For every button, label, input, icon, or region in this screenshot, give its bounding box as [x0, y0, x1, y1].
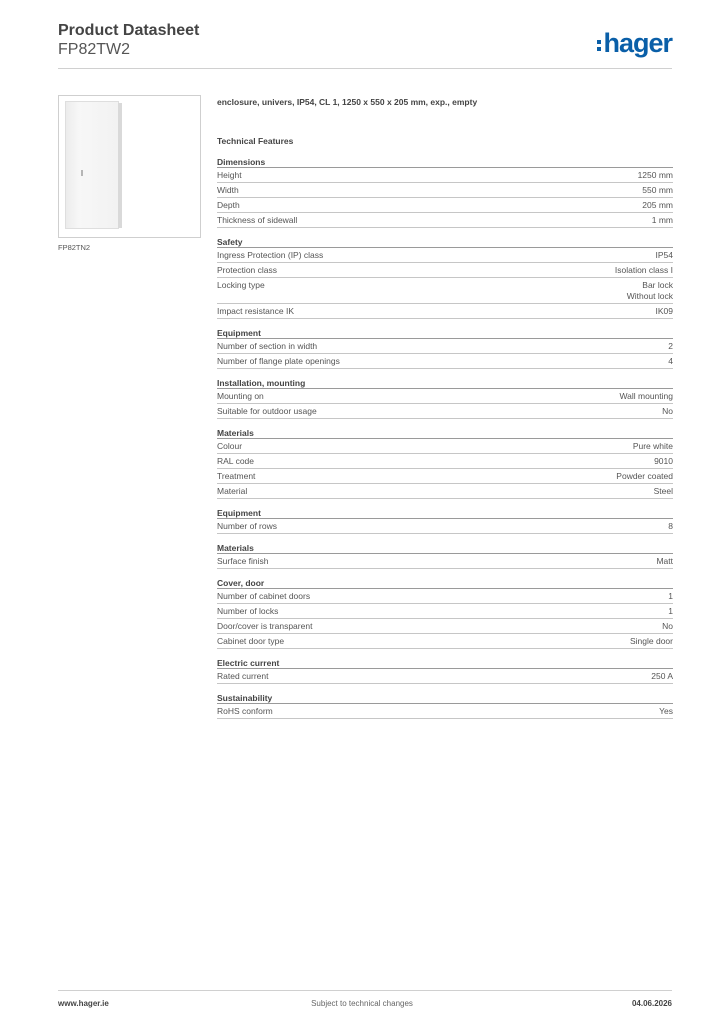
cabinet-illustration [65, 101, 119, 229]
feature-label: Treatment [217, 471, 256, 481]
feature-row [217, 439, 673, 454]
feature-values [662, 621, 673, 632]
feature-row [217, 354, 673, 369]
feature-section [217, 507, 673, 534]
section-title: Materials [217, 542, 673, 554]
logo-text: hager [603, 28, 672, 58]
feature-value: 550 mm [642, 185, 673, 195]
technical-content [217, 96, 673, 727]
feature-values [662, 406, 673, 417]
feature-row [217, 669, 673, 684]
feature-label: Impact resistance IK [217, 306, 295, 316]
feature-section [217, 327, 673, 369]
technical-features-title: Technical Features [217, 136, 294, 146]
feature-row [217, 554, 673, 569]
feature-value: 1 mm [651, 215, 673, 225]
feature-value: 8 [668, 521, 673, 531]
product-description: enclosure, univers, IP54, CL 1, 1250 x 550 x 205 mm, exp., empty [217, 97, 478, 107]
feature-values [619, 391, 673, 402]
feature-label: Colour [217, 441, 243, 451]
feature-label: Material [217, 486, 248, 496]
product-image [58, 95, 201, 238]
feature-values [652, 215, 673, 226]
feature-row [217, 198, 673, 213]
footer-divider [58, 990, 672, 991]
feature-values [615, 265, 673, 276]
feature-label: Mounting on [217, 391, 264, 401]
section-title: Electric current [217, 657, 673, 669]
feature-value: No [662, 621, 673, 631]
section-title: Dimensions [217, 156, 673, 168]
feature-label: Height [217, 170, 242, 180]
feature-label: Number of cabinet doors [217, 591, 311, 601]
feature-label: Number of section in width [217, 341, 318, 351]
footer-date: 04.06.2026 [631, 999, 672, 1008]
feature-row [217, 248, 673, 263]
feature-row [217, 484, 673, 499]
feature-values [654, 486, 673, 497]
feature-section [217, 377, 673, 419]
feature-label: Number of locks [217, 606, 279, 616]
section-title: Cover, door [217, 577, 673, 589]
feature-row [217, 278, 673, 304]
section-title: Equipment [217, 327, 673, 339]
feature-row [217, 519, 673, 534]
feature-values [616, 471, 673, 482]
feature-values [633, 441, 673, 452]
feature-value: IP54 [655, 250, 673, 260]
feature-value: Yes [659, 706, 673, 716]
feature-label: Ingress Protection (IP) class [217, 250, 324, 260]
feature-row [217, 339, 673, 354]
feature-values [642, 185, 673, 196]
section-title: Materials [217, 427, 673, 439]
feature-value: No [662, 406, 673, 416]
feature-section [217, 427, 673, 499]
feature-row [217, 304, 673, 319]
logo-dots-icon [597, 40, 601, 51]
header-divider [58, 68, 672, 69]
feature-values [654, 456, 673, 467]
feature-value: Matt [656, 556, 673, 566]
feature-section [217, 577, 673, 649]
feature-sections [217, 156, 673, 719]
feature-label: Surface finish [217, 556, 269, 566]
cabinet-side-illustration [118, 103, 122, 228]
hager-logo [597, 28, 672, 58]
feature-value: IK09 [655, 306, 673, 316]
feature-section [217, 657, 673, 684]
feature-values [630, 636, 673, 647]
feature-values [656, 250, 674, 261]
feature-row [217, 469, 673, 484]
feature-values [638, 170, 673, 181]
document-header [58, 22, 199, 59]
feature-value: Without lock [626, 291, 673, 301]
feature-value: Single door [629, 636, 673, 646]
feature-label: Cabinet door type [217, 636, 285, 646]
feature-value: Bar lock [642, 280, 673, 290]
section-title: Safety [217, 236, 673, 248]
image-caption: FP82TN2 [58, 243, 91, 252]
feature-values [668, 591, 673, 602]
feature-label: Door/cover is transparent [217, 621, 313, 631]
feature-row [217, 619, 673, 634]
feature-values [668, 521, 673, 532]
feature-label: Protection class [217, 265, 277, 275]
feature-row [217, 263, 673, 278]
feature-value: Powder coated [616, 471, 673, 481]
feature-section [217, 236, 673, 319]
door-handle-icon [81, 170, 83, 176]
feature-value: 1250 mm [637, 170, 673, 180]
feature-value: 9010 [654, 456, 673, 466]
feature-label: Depth [217, 200, 240, 210]
feature-row [217, 704, 673, 719]
feature-values [627, 280, 673, 302]
feature-value: 1 [668, 591, 673, 601]
feature-section [217, 156, 673, 228]
feature-row [217, 634, 673, 649]
feature-values [651, 671, 673, 682]
feature-values [642, 200, 673, 211]
feature-label: Width [217, 185, 239, 195]
footer-website: www.hager.ie [58, 999, 109, 1008]
section-title: Equipment [217, 507, 673, 519]
feature-label: Rated current [217, 671, 269, 681]
feature-value: 4 [668, 356, 673, 366]
feature-value: Steel [653, 486, 673, 496]
feature-row [217, 404, 673, 419]
feature-label: Number of flange plate openings [217, 356, 340, 366]
feature-values [656, 306, 674, 317]
feature-label: Number of rows [217, 521, 277, 531]
feature-value: Pure white [632, 441, 673, 451]
feature-label: Suitable for outdoor usage [217, 406, 317, 416]
section-title: Installation, mounting [217, 377, 673, 389]
feature-value: 2 [668, 341, 673, 351]
feature-row [217, 213, 673, 228]
feature-value: Isolation class I [614, 265, 673, 275]
feature-value: Wall mounting [619, 391, 673, 401]
feature-label: Locking type [217, 280, 265, 290]
product-code: FP82TW2 [58, 41, 131, 58]
document-title: Product Datasheet [58, 22, 200, 39]
footer-note: Subject to technical changes [311, 999, 413, 1008]
feature-section [217, 692, 673, 719]
feature-row [217, 389, 673, 404]
feature-label: RoHS conform [217, 706, 273, 716]
feature-label: RAL code [217, 456, 255, 466]
feature-row [217, 589, 673, 604]
feature-row [217, 168, 673, 183]
feature-row [217, 454, 673, 469]
feature-row [217, 604, 673, 619]
feature-value: 1 [668, 606, 673, 616]
section-title: Sustainability [217, 692, 673, 704]
feature-values [668, 606, 673, 617]
feature-value: 250 A [651, 671, 673, 681]
feature-values [668, 341, 673, 352]
feature-values [668, 356, 673, 367]
feature-section [217, 542, 673, 569]
feature-row [217, 183, 673, 198]
feature-label: Thickness of sidewall [217, 215, 298, 225]
feature-values [659, 706, 673, 717]
feature-values [656, 556, 673, 567]
feature-value: 205 mm [642, 200, 673, 210]
